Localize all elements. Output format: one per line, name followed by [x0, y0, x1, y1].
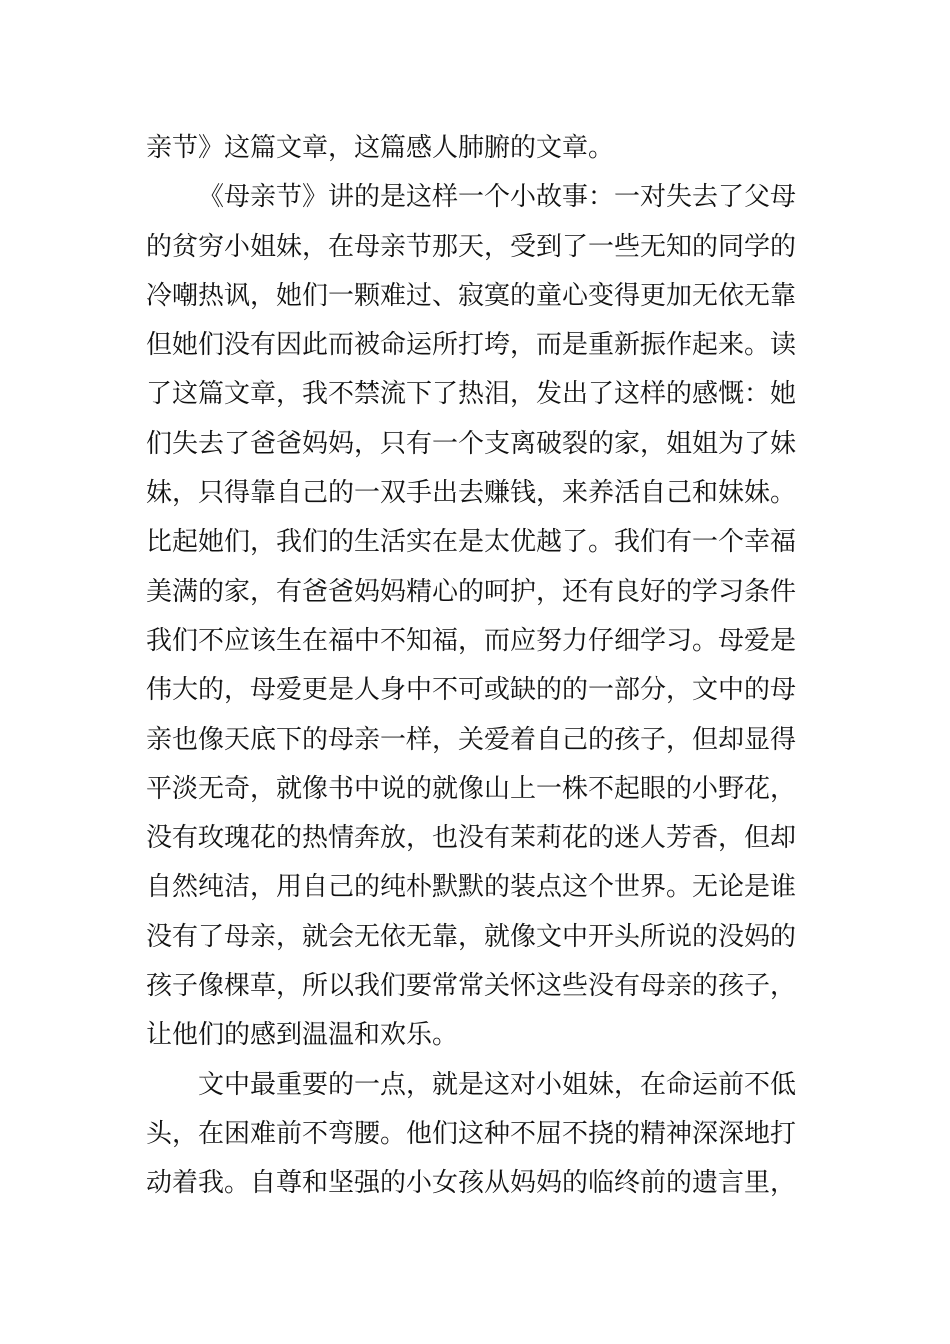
text-line: 动着我。自尊和坚强的小女孩从妈妈的临终前的遗言里，	[146, 1168, 797, 1199]
text-line: 冷嘲热讽，她们一颗难过、寂寞的童心变得更加无依无靠	[146, 280, 797, 311]
text-line: 头，在困难前不弯腰。他们这种不屈不挠的精神深深地打	[146, 1118, 797, 1149]
text-line: 但她们没有因此而被命运所打垮，而是重新振作起来。读	[146, 330, 797, 361]
text-line: 我们不应该生在福中不知福，而应努力仔细学习。母爱是	[146, 625, 797, 656]
text-line: 美满的家，有爸爸妈妈精心的呵护，还有良好的学习条件	[146, 576, 797, 607]
text-line: 亲也像天底下的母亲一样，关爱着自己的孩子，但却显得	[146, 724, 797, 755]
text-line: 没有了母亲，就会无依无靠，就像文中开头所说的没妈的	[146, 921, 797, 952]
essay-text	[146, 124, 810, 1209]
text-line: 伟大的，母爱更是人身中不可或缺的的一部分，文中的母	[146, 675, 797, 706]
paragraph-start-line: 《母亲节》讲的是这样一个小故事：一对失去了父母	[198, 182, 797, 213]
text-line: 没有玫瑰花的热情奔放，也没有茉莉花的迷人芳香，但却	[146, 823, 797, 854]
paragraph-start-line: 文中最重要的一点，就是这对小姐妹，在命运前不低	[198, 1069, 797, 1100]
text-line: 比起她们，我们的生活实在是太优越了。我们有一个幸福	[146, 527, 797, 558]
text-line: 的贫穷小姐妹，在母亲节那天，受到了一些无知的同学的	[146, 231, 797, 262]
text-line: 自然纯洁，用自己的纯朴默默的装点这个世界。无论是谁	[146, 872, 797, 903]
text-line: 妹，只得靠自己的一双手出去赚钱，来养活自己和妹妹。	[146, 478, 797, 509]
text-line: 孩子像棵草，所以我们要常常关怀这些没有母亲的孩子，	[146, 971, 797, 1002]
text-line: 平淡无奇，就像书中说的就像山上一株不起眼的小野花，	[146, 773, 797, 804]
text-line: 让他们的感到温温和欢乐。	[146, 1020, 459, 1051]
text-line: 亲节》这篇文章，这篇感人肺腑的文章。	[146, 133, 615, 163]
text-line: 了这篇文章，我不禁流下了热泪，发出了这样的感慨：她	[146, 379, 797, 410]
text-line: 们失去了爸爸妈妈，只有一个支离破裂的家，姐姐为了妹	[146, 428, 797, 459]
